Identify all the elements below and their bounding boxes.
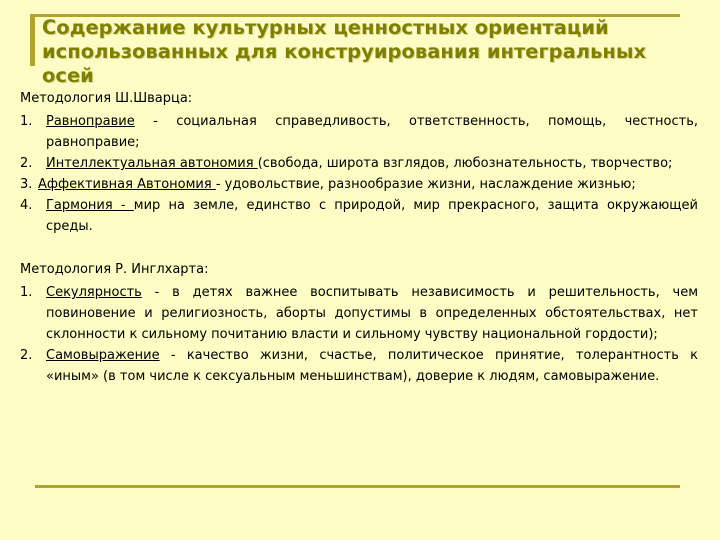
slide-body <box>20 88 698 387</box>
item-text: - качество жизни, счастье, политическое принятие, толерантность к «иным» (в том числе к сексуальным меньшинствам), доверие к людям, самовыражение. <box>46 348 698 384</box>
item-term: Самовыражение <box>46 348 160 363</box>
inglehart-item-1 <box>20 282 698 345</box>
schwartz-item-1 <box>20 111 698 153</box>
bottom-rule <box>35 485 680 488</box>
item-number: 2. <box>20 348 33 363</box>
item-text: мир на земле, единство с природой, мир прекрасного, защита окружающей среды. <box>46 198 699 234</box>
title-line-2: использованных для конструирования интегральных осей <box>42 40 647 87</box>
item-text: - в детях важнее воспитывать независимость и решительность, чем повиновение и религиозность, аборты допустимы в определенных обстоятельствах, нет склонности к сильному почитанию власти и сильному чувству национальной гордости); <box>46 285 698 342</box>
item-number: 1. <box>20 114 33 129</box>
item-term: Секулярность <box>46 285 142 300</box>
item-term: Аффективная Автономия <box>38 177 216 192</box>
item-number: 1. <box>20 285 33 300</box>
schwartz-item-2 <box>20 153 698 174</box>
inglehart-heading: Методология Р. Инглхарта: <box>20 262 209 277</box>
item-number: 4. <box>20 198 33 213</box>
item-term: Гармония - <box>46 198 134 213</box>
item-term: Равноправие <box>46 114 135 129</box>
item-text: - удовольствие, разнообразие жизни, наслаждение жизнью; <box>215 177 636 192</box>
item-number: 2. <box>20 156 33 171</box>
item-text: (свобода, широта взглядов, любознательность, творчество; <box>257 156 673 171</box>
item-number: 3. <box>20 177 33 192</box>
item-text: - социальная справедливость, ответственность, помощь, честность, равноправие; <box>46 114 698 150</box>
title-line-1: Содержание культурных ценностных ориентаций <box>42 16 609 39</box>
section-gap <box>20 237 698 259</box>
schwartz-item-3 <box>20 174 698 195</box>
schwartz-item-4 <box>20 195 698 237</box>
inglehart-item-2 <box>20 345 698 387</box>
schwartz-heading: Методология Ш.Шварца: <box>20 91 193 106</box>
item-term: Интеллектуальная автономия <box>46 156 258 171</box>
title-accent-bar <box>30 14 35 66</box>
slide-title <box>42 16 682 88</box>
